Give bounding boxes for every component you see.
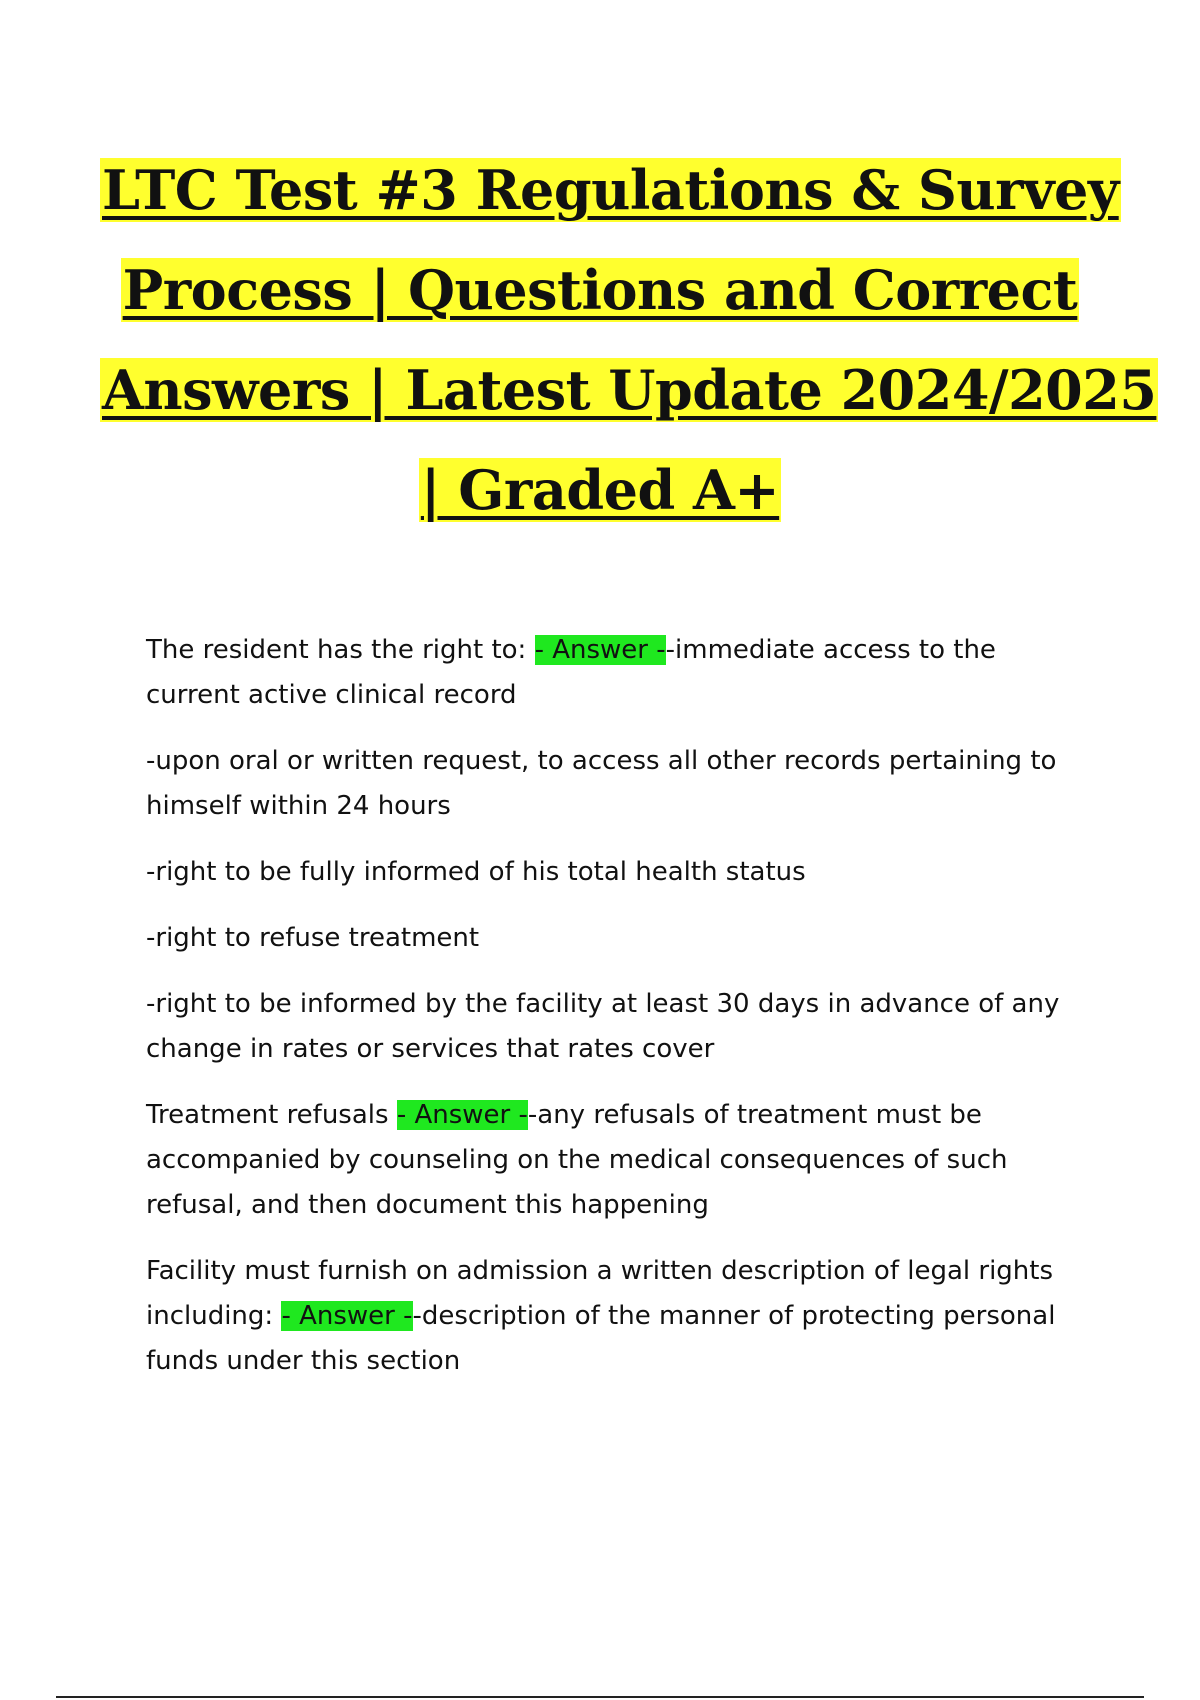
- qa-item-2: [146, 1093, 1086, 1228]
- title-text-3: Answers | Latest Update 2024/2025: [102, 358, 1157, 422]
- question-text: Treatment refusals: [146, 1100, 397, 1130]
- answer-text: -any refusals of treatment must be accompanied by counseling on the medical consequences of such refusal, and then document this happening: [146, 1100, 1008, 1220]
- title-text-4: | Graded A+: [420, 458, 780, 522]
- answer-line: -right to refuse treatment: [146, 923, 480, 953]
- title-text-2: Process | Questions and Correct: [122, 258, 1078, 322]
- question-text: Facility must furnish on admission a written description of legal rights including:: [146, 1256, 1054, 1331]
- answer-line: -right to be informed by the facility at least 30 days in advance of any change in rates or services that rates cover: [146, 989, 1060, 1064]
- title-line-3: [100, 340, 1157, 440]
- answer-text: -description of the manner of protecting personal funds under this section: [146, 1301, 1056, 1376]
- footer-divider: [56, 1696, 1144, 1698]
- question-text: The resident has the right to:: [146, 635, 535, 665]
- qa-item-1: [146, 628, 1086, 718]
- answer-line: -right to be fully informed of his total health status: [146, 857, 806, 887]
- title-line-2: [100, 240, 1100, 340]
- title-line-1: [100, 140, 1119, 240]
- answer-line: -upon oral or written request, to access all other records pertaining to himself within 24 hours: [146, 746, 1057, 821]
- qa-item-3: [146, 1249, 1086, 1384]
- answer-tag: - Answer -: [281, 1301, 413, 1331]
- answer-tag: - Answer -: [534, 635, 666, 665]
- title-line-4: [100, 440, 1100, 540]
- title-text-1: LTC Test #3 Regulations & Survey: [102, 158, 1119, 222]
- qa-content: [146, 628, 1086, 1405]
- answer-tag: - Answer -: [396, 1100, 528, 1130]
- answer-text: -immediate access to the current active clinical record: [146, 635, 996, 710]
- document-title: [100, 140, 1157, 540]
